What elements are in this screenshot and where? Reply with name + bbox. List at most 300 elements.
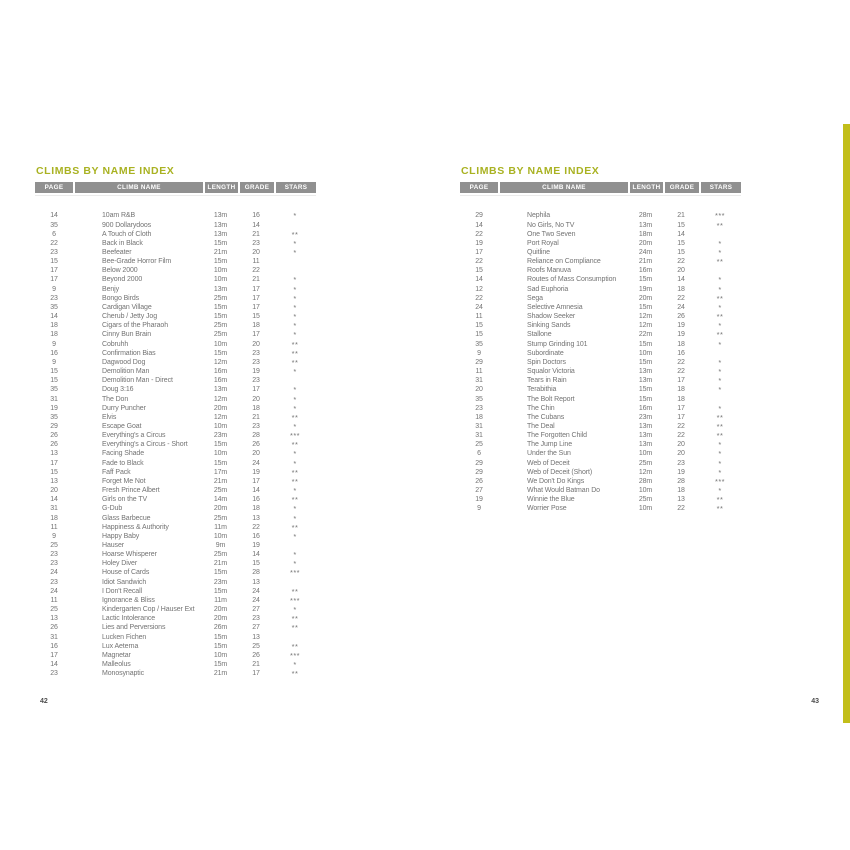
cell-page: 19 [475, 239, 483, 247]
cell-page: 18 [50, 514, 58, 522]
table-row [35, 413, 316, 422]
cell-length: 20m [213, 606, 228, 614]
cell-grade: 13 [252, 633, 260, 641]
cell-stars: ** [291, 586, 299, 596]
table-row [35, 257, 316, 266]
cell-page: 31 [475, 422, 483, 430]
cell-grade: 11 [252, 258, 260, 266]
cell-page: 11 [50, 596, 58, 604]
cell-length: 16m [638, 404, 653, 412]
cell-climb-name: Malleolus [102, 661, 131, 669]
cell-grade: 22 [677, 422, 685, 430]
cell-page: 35 [50, 221, 58, 229]
table-row [35, 321, 316, 330]
cell-climb-name: Holey Diver [102, 560, 138, 568]
cell-length: 10m [213, 532, 228, 540]
cell-climb-name: The Chin [527, 404, 555, 412]
cell-climb-name: Escape Goat [102, 422, 142, 430]
table-row [460, 440, 741, 449]
cell-stars: * [293, 367, 297, 377]
cell-page: 11 [475, 313, 483, 321]
cell-page: 31 [50, 505, 58, 513]
cell-page: 24 [475, 303, 483, 311]
col-header-length: LENGTH [203, 182, 238, 193]
cell-grade: 28 [677, 477, 685, 485]
header-divider [460, 195, 741, 196]
cell-length: 15m [213, 642, 228, 650]
cell-stars: *** [715, 211, 725, 221]
cell-climb-name: Routes of Mass Consumption [527, 276, 617, 284]
cell-length: 26m [213, 624, 228, 632]
cell-page: 13 [50, 477, 58, 485]
cell-grade: 15 [677, 239, 685, 247]
cell-length: 10m [638, 349, 653, 357]
table-row [35, 578, 316, 587]
cell-length: 13m [213, 230, 228, 238]
table-row [35, 340, 316, 349]
cell-grade: 23 [252, 239, 260, 247]
cell-climb-name: Hoarse Whisperer [102, 551, 157, 559]
table-row [460, 404, 741, 413]
cell-stars: * [293, 421, 297, 431]
cell-stars: ** [291, 614, 299, 624]
table-row [35, 559, 316, 568]
cell-page: 35 [475, 340, 483, 348]
cell-grade: 28 [252, 432, 260, 440]
table-row [35, 449, 316, 458]
cell-stars: * [293, 248, 297, 258]
cell-climb-name: I Don't Recall [102, 587, 143, 595]
cell-climb-name: Everything's a Circus - Short [102, 441, 188, 449]
cell-page: 20 [475, 386, 483, 394]
climbs-index-table [460, 211, 741, 513]
col-header-climb-name: CLIMB NAME [498, 182, 628, 193]
table-row [35, 623, 316, 632]
table-row [35, 422, 316, 431]
cell-grade: 20 [252, 395, 260, 403]
cell-climb-name: Fade to Black [102, 459, 144, 467]
cell-stars: * [293, 312, 297, 322]
cell-climb-name: Hauser [102, 542, 124, 550]
cell-grade: 18 [677, 285, 685, 293]
table-row [35, 514, 316, 523]
cell-length: 21m [638, 258, 653, 266]
cell-page: 25 [50, 606, 58, 614]
table-row [35, 303, 316, 312]
cell-page: 19 [50, 404, 58, 412]
cell-length: 25m [213, 322, 228, 330]
cell-page: 15 [475, 322, 483, 330]
cell-length: 13m [213, 212, 228, 220]
cell-length: 18m [638, 230, 653, 238]
cell-length: 25m [638, 496, 653, 504]
cell-stars: * [293, 385, 297, 395]
cell-page: 9 [477, 505, 481, 513]
cell-length: 12m [213, 413, 228, 421]
table-row [460, 266, 741, 275]
cell-page: 16 [50, 642, 58, 650]
cell-stars: ** [716, 504, 724, 514]
cell-grade: 17 [252, 294, 260, 302]
table-row [35, 211, 316, 220]
table-row [35, 587, 316, 596]
cell-grade: 19 [677, 468, 685, 476]
cell-page: 6 [52, 230, 56, 238]
cell-length: 23m [213, 578, 228, 586]
table-row [35, 568, 316, 577]
cell-stars: * [293, 403, 297, 413]
cell-grade: 18 [677, 487, 685, 495]
cell-grade: 13 [677, 496, 685, 504]
cell-stars: ** [291, 467, 299, 477]
cell-stars: *** [290, 595, 300, 605]
cell-length: 17m [213, 468, 228, 476]
table-row [460, 321, 741, 330]
cell-length: 15m [213, 239, 228, 247]
cell-grade: 15 [252, 313, 260, 321]
cell-stars: ** [291, 357, 299, 367]
cell-length: 25m [213, 551, 228, 559]
cell-grade: 18 [677, 340, 685, 348]
cell-climb-name: Winnie the Blue [527, 496, 575, 504]
cell-climb-name: Ignorance & Bliss [102, 596, 155, 604]
cell-stars: * [293, 531, 297, 541]
cell-grade: 16 [252, 212, 260, 220]
cell-stars: ** [716, 431, 724, 441]
cell-stars: * [293, 302, 297, 312]
cell-page: 18 [50, 331, 58, 339]
cell-page: 11 [50, 523, 58, 531]
cell-stars: ** [716, 412, 724, 422]
table-row [35, 275, 316, 284]
cell-grade: 22 [677, 432, 685, 440]
cell-climb-name: The Jump Line [527, 441, 573, 449]
table-row [460, 385, 741, 394]
cell-page: 23 [50, 294, 58, 302]
cell-length: 13m [213, 285, 228, 293]
table-row [35, 486, 316, 495]
table-row [35, 330, 316, 339]
cell-grade: 17 [677, 377, 685, 385]
table-row [460, 449, 741, 458]
cell-grade: 20 [252, 340, 260, 348]
cell-climb-name: Fresh Prince Albert [102, 487, 160, 495]
cell-length: 15m [213, 633, 228, 641]
cell-page: 14 [50, 661, 58, 669]
cell-length: 23m [213, 432, 228, 440]
cell-stars: * [718, 357, 722, 367]
cell-climb-name: A Touch of Cloth [102, 230, 152, 238]
cell-climb-name: 10am R&B [102, 212, 136, 220]
cell-page: 9 [52, 532, 56, 540]
table-header-row [35, 182, 316, 193]
cell-page: 12 [475, 285, 483, 293]
table-row [460, 459, 741, 468]
cell-climb-name: One Two Seven [527, 230, 576, 238]
table-row [35, 239, 316, 248]
cell-length: 15m [213, 258, 228, 266]
cell-stars: *** [290, 650, 300, 660]
cell-climb-name: G-Dub [102, 505, 123, 513]
col-header-grade: GRADE [238, 182, 274, 193]
guidebook-page-left [35, 0, 316, 850]
cell-length: 14m [213, 496, 228, 504]
cell-page: 22 [475, 258, 483, 266]
cell-page: 35 [50, 413, 58, 421]
cell-stars: ** [291, 623, 299, 633]
cell-length: 15m [213, 661, 228, 669]
page-number: 42 [40, 698, 48, 705]
cell-length: 9m [215, 542, 226, 550]
cell-page: 23 [50, 670, 58, 678]
cell-stars: * [293, 550, 297, 560]
cell-page: 15 [475, 331, 483, 339]
cell-length: 24m [638, 249, 653, 257]
cell-length: 12m [213, 358, 228, 366]
cell-grade: 15 [677, 221, 685, 229]
cell-grade: 17 [677, 413, 685, 421]
col-header-stars: STARS [699, 182, 741, 193]
cell-grade: 21 [252, 276, 260, 284]
table-row [460, 367, 741, 376]
cell-stars: ** [716, 421, 724, 431]
cell-page: 35 [50, 303, 58, 311]
cell-length: 15m [638, 276, 653, 284]
table-row [460, 477, 741, 486]
table-row [35, 349, 316, 358]
cell-grade: 20 [677, 441, 685, 449]
cell-page: 9 [52, 285, 56, 293]
cell-length: 11m [214, 596, 227, 604]
cell-stars: * [718, 321, 722, 331]
page-title: CLIMBS BY NAME INDEX [36, 164, 175, 177]
cell-grade: 22 [252, 267, 260, 275]
cell-page: 18 [475, 413, 483, 421]
table-row [460, 376, 741, 385]
cell-length: 15m [213, 587, 228, 595]
cell-grade: 26 [252, 441, 260, 449]
cell-grade: 21 [252, 661, 260, 669]
cell-length: 10m [213, 340, 228, 348]
table-row [460, 221, 741, 230]
cell-climb-name: Idiot Sandwich [102, 578, 147, 586]
cell-grade: 27 [252, 606, 260, 614]
cell-climb-name: Lucken Fichen [102, 633, 147, 641]
cell-length: 10m [213, 267, 228, 275]
cell-length: 15m [213, 459, 228, 467]
cell-grade: 23 [252, 422, 260, 430]
cell-page: 18 [50, 322, 58, 330]
cell-stars: * [718, 275, 722, 285]
cell-length: 20m [213, 615, 228, 623]
table-row [460, 413, 741, 422]
cell-length: 15m [638, 395, 653, 403]
cell-grade: 22 [677, 358, 685, 366]
cell-length: 20m [213, 505, 228, 513]
climbs-index-table [35, 211, 316, 678]
cell-length: 13m [638, 221, 653, 229]
cell-length: 13m [638, 368, 653, 376]
cell-length: 10m [213, 276, 228, 284]
cell-page: 17 [50, 651, 58, 659]
cell-length: 13m [638, 377, 653, 385]
cell-page: 9 [52, 340, 56, 348]
cell-page: 22 [475, 230, 483, 238]
cell-grade: 23 [252, 358, 260, 366]
cell-page: 22 [50, 239, 58, 247]
page-title: CLIMBS BY NAME INDEX [461, 164, 600, 177]
cell-length: 19m [638, 285, 653, 293]
cell-page: 26 [475, 477, 483, 485]
cell-grade: 16 [252, 532, 260, 540]
cell-length: 15m [213, 313, 228, 321]
cell-climb-name: Subordinate [527, 349, 564, 357]
cell-climb-name: Below 2000 [102, 267, 138, 275]
cell-grade: 17 [252, 303, 260, 311]
cell-page: 17 [475, 249, 483, 257]
cell-climb-name: Cinny Bun Brain [102, 331, 152, 339]
cell-grade: 27 [252, 624, 260, 632]
header-divider [35, 195, 316, 196]
cell-stars: ** [716, 495, 724, 505]
cell-page: 9 [52, 358, 56, 366]
cell-climb-name: Facing Shade [102, 450, 144, 458]
cell-grade: 24 [677, 303, 685, 311]
cell-climb-name: Under the Sun [527, 450, 571, 458]
cell-climb-name: 900 Dollarydoos [102, 221, 152, 229]
cell-length: 10m [213, 450, 228, 458]
cell-length: 21m [213, 249, 228, 257]
cell-climb-name: Nephila [527, 212, 551, 220]
cell-climb-name: The Don [102, 395, 129, 403]
cell-page: 25 [50, 542, 58, 550]
cell-grade: 22 [677, 368, 685, 376]
cell-stars: * [293, 293, 297, 303]
table-row [35, 651, 316, 660]
cell-grade: 28 [252, 569, 260, 577]
cell-grade: 13 [252, 514, 260, 522]
cell-grade: 20 [677, 450, 685, 458]
table-row [460, 312, 741, 321]
table-row [35, 248, 316, 257]
cell-length: 15m [638, 340, 653, 348]
cell-page: 15 [50, 368, 58, 376]
cell-climb-name: Demolition Man - Direct [102, 377, 173, 385]
cell-grade: 24 [252, 596, 260, 604]
cell-climb-name: Tears in Rain [527, 377, 567, 385]
cell-climb-name: Magnetar [102, 651, 131, 659]
cell-climb-name: Cardigan Village [102, 303, 152, 311]
cell-climb-name: Happiness & Authority [102, 523, 169, 531]
cell-page: 17 [50, 276, 58, 284]
table-row [35, 523, 316, 532]
table-row [35, 376, 316, 385]
cell-length: 15m [213, 303, 228, 311]
cell-grade: 16 [252, 496, 260, 504]
cell-page: 14 [50, 313, 58, 321]
cell-grade: 15 [677, 249, 685, 257]
table-row [460, 285, 741, 294]
cell-page: 14 [475, 276, 483, 284]
cell-stars: ** [716, 330, 724, 340]
cell-length: 20m [638, 239, 653, 247]
cell-length: 13m [638, 422, 653, 430]
cell-stars: *** [290, 431, 300, 441]
cell-page: 29 [475, 459, 483, 467]
cell-page: 29 [475, 468, 483, 476]
cell-stars: ** [291, 641, 299, 651]
cell-climb-name: Forget Me Not [102, 477, 146, 485]
cell-grade: 19 [252, 368, 260, 376]
cell-climb-name: The Deal [527, 422, 555, 430]
cell-stars: ** [716, 220, 724, 230]
cell-stars: * [293, 284, 297, 294]
cell-climb-name: Faff Pack [102, 468, 131, 476]
cell-page: 15 [50, 468, 58, 476]
cell-climb-name: We Don't Do Kings [527, 477, 585, 485]
cell-grade: 17 [252, 285, 260, 293]
cell-length: 12m [213, 395, 228, 403]
table-row [35, 605, 316, 614]
cell-climb-name: Happy Baby [102, 532, 140, 540]
table-row [460, 330, 741, 339]
cell-stars: * [718, 458, 722, 468]
cell-length: 16m [638, 267, 653, 275]
table-row [460, 431, 741, 440]
cell-page: 14 [50, 212, 58, 220]
cell-length: 21m [213, 560, 228, 568]
cell-stars: * [718, 467, 722, 477]
cell-page: 23 [50, 551, 58, 559]
cell-stars: ** [291, 669, 299, 679]
cell-climb-name: Cigars of the Pharaoh [102, 322, 168, 330]
cell-climb-name: Sinking Sands [527, 322, 571, 330]
cell-climb-name: Lactic Intolerance [102, 615, 156, 623]
cell-length: 28m [638, 477, 653, 485]
cell-grade: 22 [252, 523, 260, 531]
cell-climb-name: Monosynaptic [102, 670, 144, 678]
table-row [35, 669, 316, 678]
table-row [35, 367, 316, 376]
cell-stars: * [293, 330, 297, 340]
cell-page: 15 [50, 377, 58, 385]
cell-stars: * [718, 302, 722, 312]
cell-stars: * [293, 458, 297, 468]
cell-climb-name: Doug 3:16 [102, 386, 134, 394]
table-row [460, 294, 741, 303]
cell-page: 19 [475, 496, 483, 504]
cell-length: 15m [213, 441, 228, 449]
cell-stars: * [293, 211, 297, 221]
table-row [460, 349, 741, 358]
cell-stars: * [718, 403, 722, 413]
cell-grade: 14 [252, 551, 260, 559]
cell-page: 23 [50, 578, 58, 586]
cell-length: 16m [213, 368, 228, 376]
cell-climb-name: Dagwood Dog [102, 358, 146, 366]
cell-grade: 17 [252, 386, 260, 394]
cell-length: 10m [638, 505, 653, 513]
cell-grade: 25 [252, 642, 260, 650]
cell-page: 35 [475, 395, 483, 403]
cell-stars: * [293, 605, 297, 615]
table-row [35, 541, 316, 550]
cell-stars: * [718, 339, 722, 349]
cell-page: 26 [50, 432, 58, 440]
cell-climb-name: Beefeater [102, 249, 132, 257]
cell-grade: 22 [677, 258, 685, 266]
cell-grade: 19 [677, 331, 685, 339]
